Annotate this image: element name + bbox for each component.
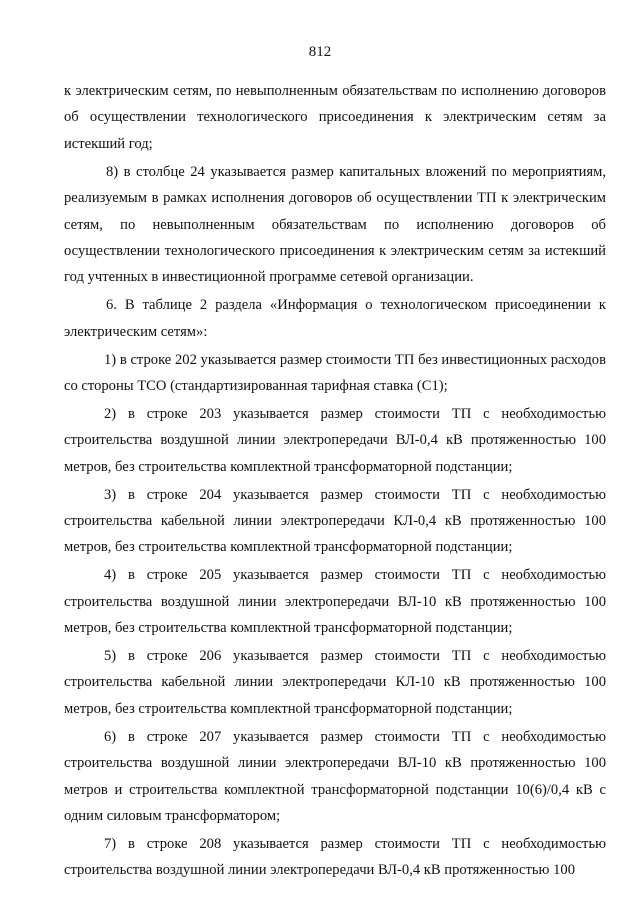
paragraph-continuation: к электрическим сетям, по невыполненным обязательствам по исполнению договоров об осуществлении технологического присоединения к электрическим сетям за истекший год;: [64, 83, 606, 152]
paragraph-row-208: 7) в строке 208 указывается размер стоимости ТП с необходимостью строительства воздушной линии электропередачи ВЛ-0,4 кВ протяженностью 100: [64, 835, 606, 879]
page-number: 812: [308, 44, 332, 60]
document-body: [64, 78, 606, 884]
paragraph-row-204: 3) в строке 204 указывается размер стоимости ТП с необходимостью строительства кабельной линии электропередачи КЛ-0,4 кВ протяженностью 100 метров, без строительства комплектной трансформаторной подстанции;: [64, 486, 606, 556]
paragraph-row-203: 2) в строке 203 указывается размер стоимости ТП с необходимостью строительства воздушной линии электропередачи ВЛ-0,4 кВ протяженностью 100 метров, без строительства комплектной трансформаторной подстанции;: [64, 405, 606, 475]
paragraph-row-202: 1) в строке 202 указывается размер стоимости ТП без инвестиционных расходов со стороны ТСО (стандартизированная тарифная ставка (С1);: [64, 351, 606, 394]
paragraph-row-206: 5) в строке 206 указывается размер стоимости ТП с необходимостью строительства кабельной линии электропередачи КЛ-10 кВ протяженностью 100 метров, без строительства комплектной трансформаторной подстанции;: [64, 648, 606, 717]
paragraph-row-205: 4) в строке 205 указывается размер стоимости ТП с необходимостью строительства воздушной линии электропередачи ВЛ-10 кВ протяженностью 100 метров, без строительства комплектной трансформаторной подстанции;: [64, 567, 606, 637]
paragraph-item-8: 8) в столбце 24 указывается размер капитальных вложений по мероприятиям, реализуемым в рамках исполнения договоров об осуществлении ТП к электрическим сетям, по невыполненным обязательствам по исполнению договоров об осуществлении технологического присоединения к электрическим сетям за истекший год учтенных в инвестиционной программе сетевой организации.: [64, 163, 606, 286]
paragraph-row-207: 6) в строке 207 указывается размер стоимости ТП с необходимостью строительства воздушной линии электропередачи ВЛ-10 кВ протяженностью 100 метров и строительства комплектной трансформаторной подстанции 10(6)/0,4 кВ с одним силовым трансформатором;: [64, 728, 606, 824]
paragraph-section-6: 6. В таблице 2 раздела «Информация о технологическом присоединении к электрическим сетям»:: [64, 297, 606, 340]
